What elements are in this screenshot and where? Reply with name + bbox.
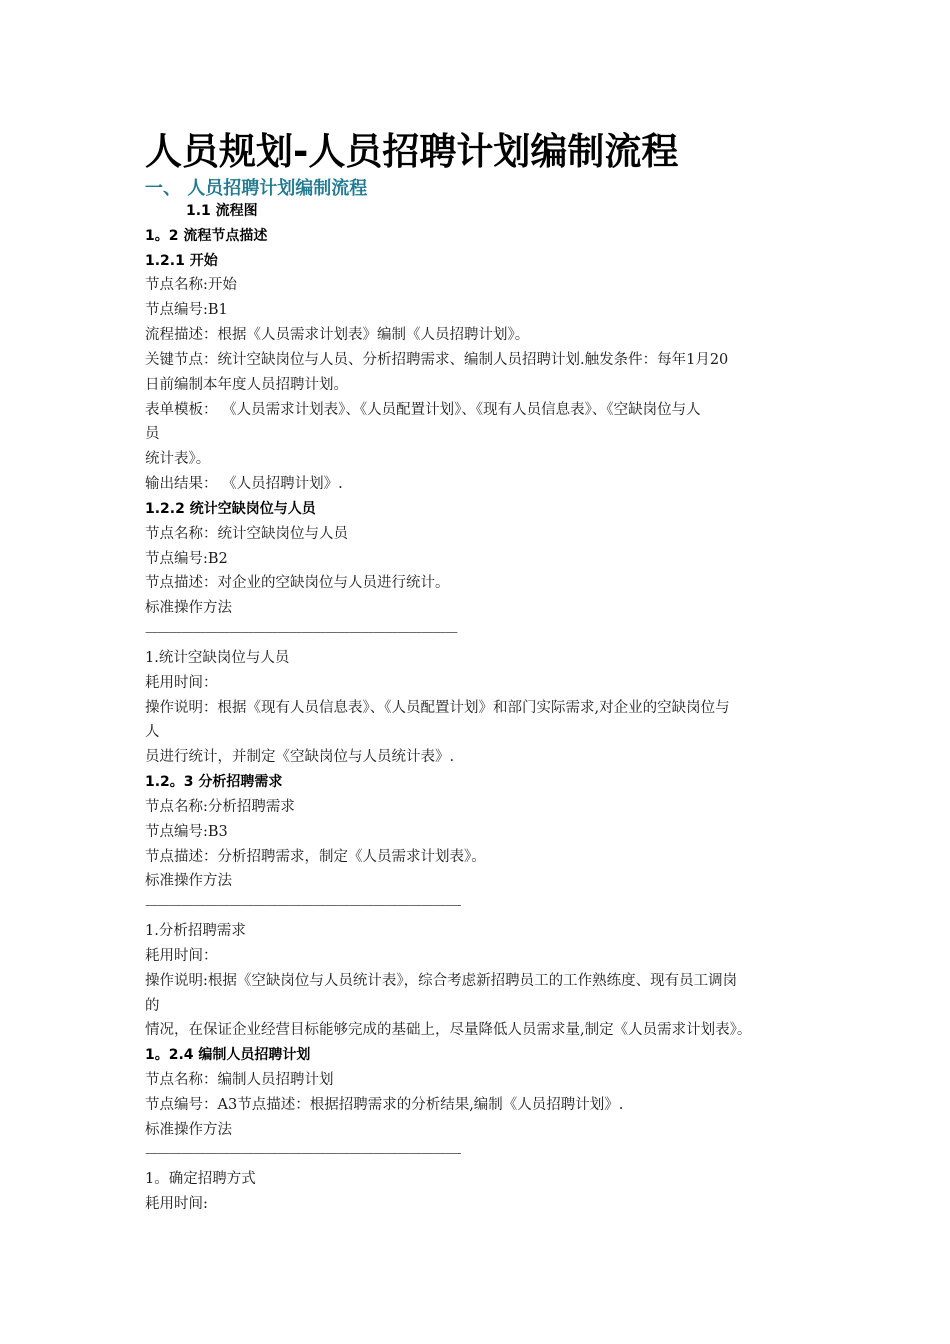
- text-line: 标准操作方法: [145, 873, 232, 890]
- divider-rule: ——————————————————————————: [145, 625, 457, 641]
- text-line: 节点名称：统计空缺岗位与人员: [145, 525, 348, 542]
- subheading: 1.2.2 统计空缺岗位与人员: [145, 500, 316, 517]
- text-line: 耗用时间：: [145, 947, 218, 964]
- text-line: 员进行统计，并制定《空缺岗位与人员统计表》.: [145, 749, 455, 766]
- text-line: 节点描述：对企业的空缺岗位与人员进行统计。: [145, 575, 450, 592]
- subheading: 1.2。3 分析招聘需求: [145, 774, 283, 791]
- text-line: 节点名称:开始: [145, 277, 237, 294]
- text-line: 人: [145, 724, 160, 741]
- text-line: 操作说明：根据《现有人员信息表》、《人员配置计划》和部门实际需求,对企业的空缺岗位与: [145, 699, 730, 716]
- subheading: 1。2.4 编制人员招聘计划: [145, 1047, 311, 1064]
- subheading: 1.2.1 开始: [145, 252, 218, 269]
- text-line: 情况，在保证企业经营目标能够完成的基础上，尽量降低人员需求量,制定《人员需求计划表》。: [145, 1022, 752, 1039]
- text-line: 标准操作方法: [145, 600, 232, 617]
- text-line: 关键节点：统计空缺岗位与人员、分析招聘需求、编制人员招聘计划.触发条件：每年1月20: [145, 351, 729, 368]
- section-heading: 一、 人员招聘计划编制流程: [145, 178, 368, 199]
- text-line: 的: [145, 997, 160, 1014]
- text-line: 员: [145, 426, 160, 443]
- text-line: 统计表》。: [145, 451, 211, 468]
- text-line: 节点编号:B1: [145, 302, 228, 319]
- text-line: 日前编制本年度人员招聘计划。: [145, 376, 348, 393]
- subheading: 1.1 流程图: [186, 203, 258, 219]
- text-line: 节点编号：A3节点描述：根据招聘需求的分析结果,编制《人员招聘计划》.: [145, 1096, 624, 1113]
- text-line: 节点名称：编制人员招聘计划: [145, 1071, 334, 1088]
- divider-rule: ——————————————————————————-: [145, 1146, 461, 1162]
- document-title: 人员规划-人员招聘计划编制流程: [145, 130, 679, 173]
- subheading: 1。2 流程节点描述: [145, 227, 268, 244]
- text-line: 节点名称:分析招聘需求: [145, 798, 295, 815]
- text-line: 耗用时间：: [145, 674, 218, 691]
- text-line: 1.分析招聘需求: [145, 923, 246, 940]
- text-line: 表单模板： 《人员需求计划表》、《人员配置计划》、《现有人员信息表》、《空缺岗位与人: [145, 401, 701, 418]
- text-line: 流程描述：根据《人员需求计划表》编制《人员招聘计划》。: [145, 327, 530, 344]
- divider-rule: ——————————————————————————-: [145, 898, 461, 914]
- text-line: 输出结果： 《人员招聘计划》.: [145, 476, 343, 493]
- text-line: 节点编号:B2: [145, 550, 228, 567]
- text-line: 标准操作方法: [145, 1121, 232, 1138]
- text-line: 操作说明:根据《空缺岗位与人员统计表》，综合考虑新招聘员工的工作熟练度、现有员工调岗: [145, 972, 738, 989]
- text-line: 节点描述：分析招聘需求，制定《人员需求计划表》。: [145, 848, 486, 865]
- text-line: 耗用时间:: [145, 1196, 208, 1213]
- document-body: [145, 199, 835, 1217]
- text-line: 1.统计空缺岗位与人员: [145, 649, 290, 666]
- text-line: 1。确定招聘方式: [145, 1171, 256, 1188]
- text-line: 节点编号:B3: [145, 823, 228, 840]
